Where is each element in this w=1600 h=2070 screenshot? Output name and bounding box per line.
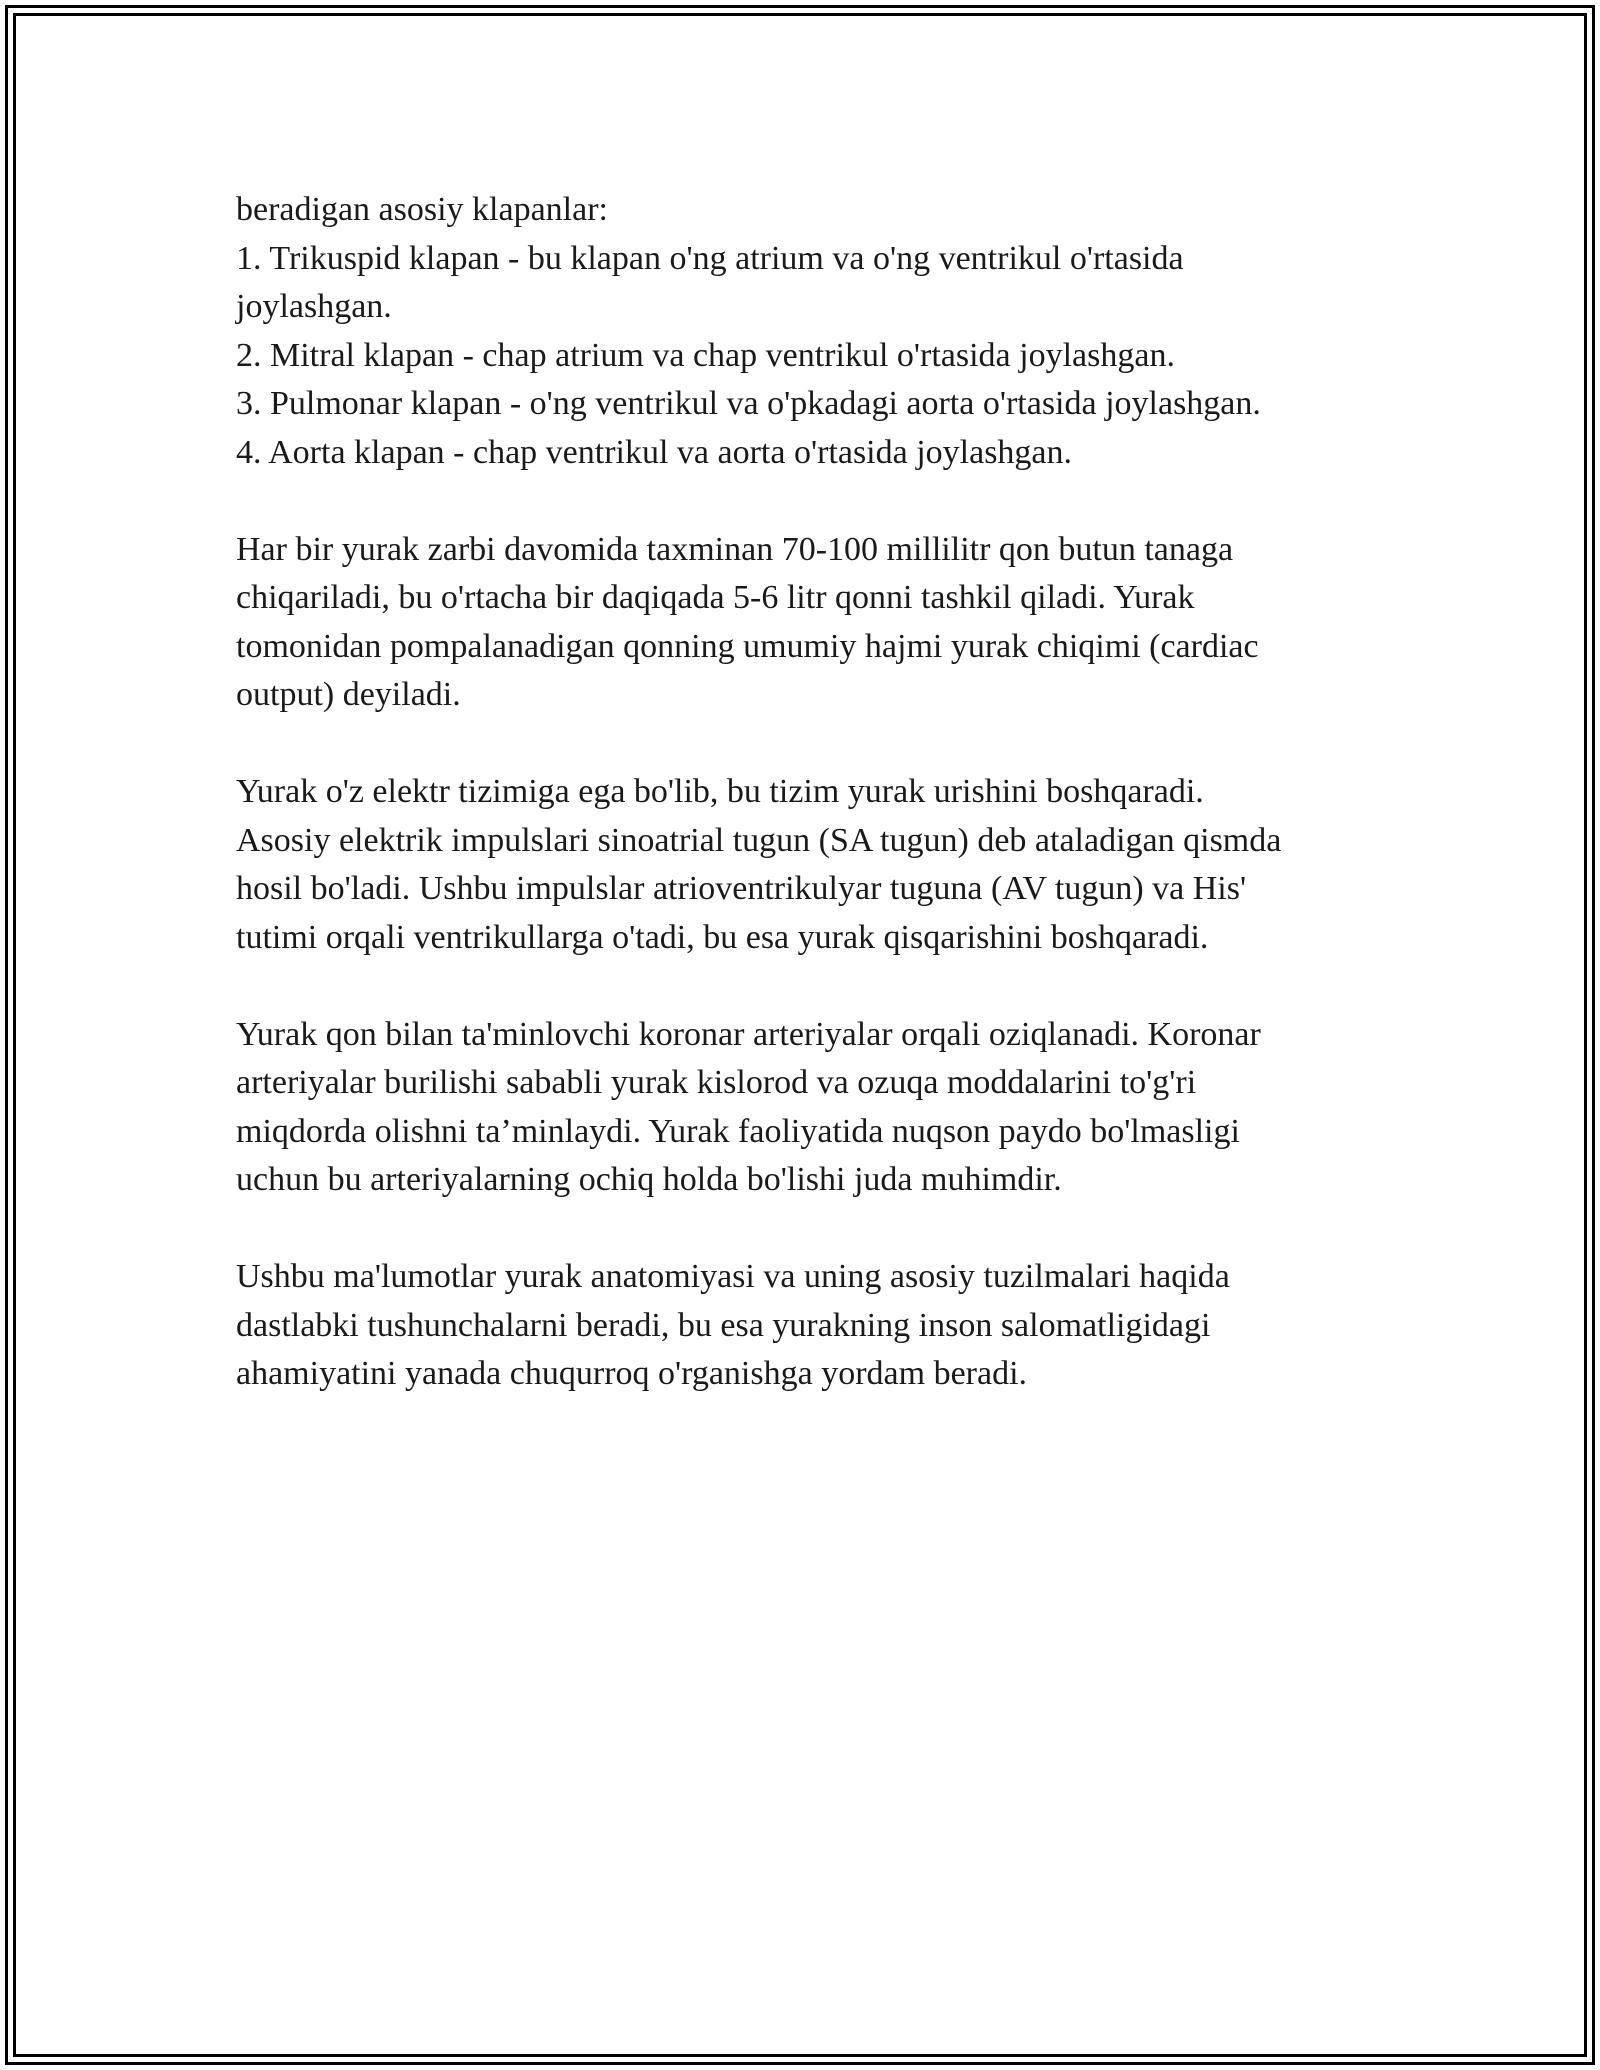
text-line: beradigan asosiy klapanlar: <box>236 191 608 228</box>
text-line: chiqariladi, bu o'rtacha bir daqiqada 5-6 litr qonni tashkil qiladi. Yurak <box>236 579 1195 616</box>
text-line: joylashgan. <box>236 288 392 325</box>
text-line: Har bir yurak zarbi davomida taxminan 70-100 millilitr qon butun tanaga <box>236 530 1234 568</box>
text-line: Yurak qon bilan ta'minlovchi koronar arteriyalar orqali oziqlanadi. Koronar <box>236 1015 1261 1053</box>
paragraph-gap <box>236 1205 1376 1254</box>
text-line: ahamiyatini yanada chuqurroq o'rganishga yordam beradi. <box>236 1355 1028 1392</box>
text-line: uchun bu arteriyalarning ochiq holda bo'lishi juda muhimdir. <box>236 1161 1062 1198</box>
text-line: tutimi orqali ventrikullarga o'tadi, bu esa yurak qisqarishini boshqaradi. <box>236 918 1209 956</box>
document-body <box>236 186 1376 1399</box>
text-line: arteriyalar burilishi sababli yurak kislorod va ozuqa moddalarini to'g'ri <box>236 1064 1197 1101</box>
paragraph-gap <box>236 720 1376 769</box>
text-line: 4. Aorta klapan - chap ventrikul va aorta o'rtasida joylashgan. <box>236 433 1073 471</box>
text-line: 1. Trikuspid klapan - bu klapan o'ng atrium va o'ng ventrikul o'rtasida <box>236 239 1184 277</box>
text-line: Yurak o'z elektr tizimiga ega bo'lib, bu tizim yurak urishini boshqaradi. <box>236 773 1204 810</box>
text-line: Asosiy elektrik impulslari sinoatrial tugun (SA tugun) deb ataladigan qismda <box>236 821 1282 859</box>
text-line: 3. Pulmonar klapan - o'ng ventrikul va o'pkadagi aorta o'rtasida joylashgan. <box>236 385 1261 422</box>
text-line: dastlabki tushunchalarni beradi, bu esa yurakning inson salomatligidagi <box>236 1306 1211 1344</box>
paragraph-gap <box>236 962 1376 1011</box>
paragraph-gap <box>236 477 1376 526</box>
text-line: 2. Mitral klapan - chap atrium va chap ventrikul o'rtasida joylashgan. <box>236 336 1175 374</box>
text-line: miqdorda olishni ta’minlaydi. Yurak faoliyatida nuqson paydo bo'lmasligi <box>236 1112 1240 1150</box>
text-line: output) deyiladi. <box>236 676 461 713</box>
text-line: hosil bo'ladi. Ushbu impulslar atrioventrikulyar tuguna (AV tugun) va His' <box>236 870 1247 907</box>
text-line: Ushbu ma'lumotlar yurak anatomiyasi va uning asosiy tuzilmalari haqida <box>236 1258 1230 1295</box>
text-line: tomonidan pompalanadigan qonning umumiy hajmi yurak chiqimi (cardiac <box>236 627 1259 665</box>
